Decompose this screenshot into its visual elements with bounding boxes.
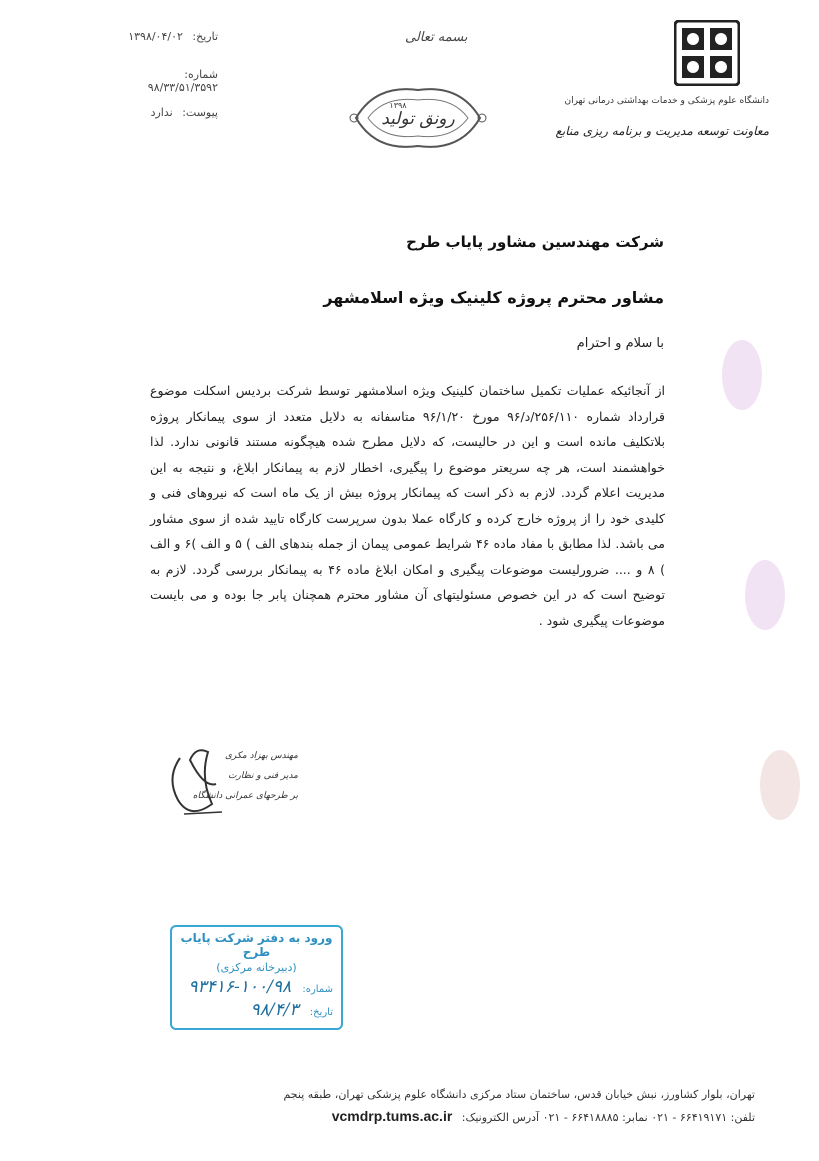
- stamp-number-row: [180, 977, 333, 997]
- stamp-title: ورود به دفتر شرکت پایاب طرح: [180, 931, 333, 959]
- recipient-title: مشاور محترم پروژه کلینیک ویژه اسلامشهر: [323, 288, 664, 307]
- production-emblem: [346, 80, 490, 156]
- signature: [160, 738, 300, 838]
- number-label: شماره:: [184, 68, 218, 81]
- receipt-stamp: [170, 925, 343, 1030]
- date-value: ۱۳۹۸/۰۴/۰۲: [128, 30, 183, 43]
- stamp-date-value: ۹۸/۴/۳: [250, 1000, 299, 1020]
- footer-website[interactable]: vcmdrp.tums.ac.ir: [331, 1108, 453, 1124]
- basmala: بسمه تعالی: [405, 30, 468, 45]
- footer-address: تهران، بلوار کشاورز، نبش خیابان قدس، ساختمان ستاد مرکزی دانشگاه علوم پزشکی تهران، طبقه پنجم: [283, 1088, 755, 1101]
- footer-phone: تلفن: ۶۶۴۱۹۱۷۱ - ۰۲۱ نمابر: ۶۶۴۱۸۸۸۵ - ۰۲۱ آدرس الکترونیک:: [461, 1111, 755, 1124]
- date-line: [108, 30, 218, 43]
- attachment-label: پیوست:: [182, 106, 218, 119]
- stamp-date-label: تاریخ:: [309, 1007, 333, 1018]
- emblem-text: رونق تولید: [381, 109, 455, 129]
- footer-contact: [332, 1108, 755, 1124]
- watermark-mark: [722, 340, 762, 410]
- greeting: با سلام و احترام: [576, 336, 664, 351]
- stamp-date-row: [180, 1000, 333, 1020]
- number-line: [108, 68, 218, 94]
- signature-line3: بر طرحهای عمرانی دانشگاه: [192, 791, 298, 801]
- attachment-value: ندارد: [150, 106, 173, 119]
- signature-line1: مهندس بهزاد مکری: [224, 751, 298, 761]
- university-logo-icon: [674, 20, 740, 86]
- attachment-line: [108, 106, 218, 119]
- date-label: تاریخ:: [192, 30, 218, 43]
- number-value: ۹۸/۳۳/۵۱/۳۵۹۲: [147, 81, 218, 94]
- emblem-year: ۱۳۹۸: [389, 101, 407, 110]
- watermark-mark: [760, 750, 800, 820]
- department-name: معاونت توسعه مدیریت و برنامه ریزی منابع: [555, 124, 769, 138]
- watermark-mark: [745, 560, 785, 630]
- stamp-number-value: ۱۰۰/۹۸-۹۳۴۱۶: [188, 977, 292, 997]
- recipient-company: شرکت مهندسین مشاور پایاب طرح: [406, 233, 664, 251]
- org-name: دانشگاه علوم پزشکی و خدمات بهداشتی درمانی تهران: [564, 96, 769, 106]
- stamp-subtitle: (دبیرخانه مرکزی): [216, 961, 297, 974]
- stamp-number-label: شماره:: [302, 984, 333, 995]
- signature-line2: مدیر فنی و نظارت: [228, 771, 298, 781]
- letter-body: از آنجائیکه عملیات تکمیل ساختمان کلینیک ویژه اسلامشهر توسط شرکت بردیس اسکلت موضوع قرارداد شماره ۲۵۶/۱۱۰/د/۹۶ مورخ ۹۶/۱/۲۰ متاسفانه به دلایل متعدد از سوی پیمانکار پروژه بلاتکلیف مانده است و این در حالیست، که دلایل مطرح شده هیچگونه مستند قانونی ندارد. لذا خواهشمند است، هر چه سریعتر موضوع را پیگیری، اخطار لازم به پیمانکار ابلاغ، و نتیجه به این مدیریت اعلام گردد. لازم به ذکر است که پیمانکار پروژه بیش از یک ماه است که نیروهای فنی و کلیدی خود را از پروژه خارج کرده و کارگاه عملا بدون سرپرست کارگاه تایید شده از سوی مشاور می باشد. لذا مطابق با مفاد ماده ۴۶ شرایط عمومی پیمان از جمله بندهای الف ) ۵ و الف )۶ و الف ) ۸ و .... ضرورلیست موضوعات پیگیری و امکان ابلاغ ماده ۴۶ به پیمانکار بررسی گردد. لازم به توضیح است که در این خصوص مسئولیتهای آن مشاور محترم همچنان پابر جا بوده و می بایست موضوعات پیگیری شود .: [150, 383, 665, 628]
